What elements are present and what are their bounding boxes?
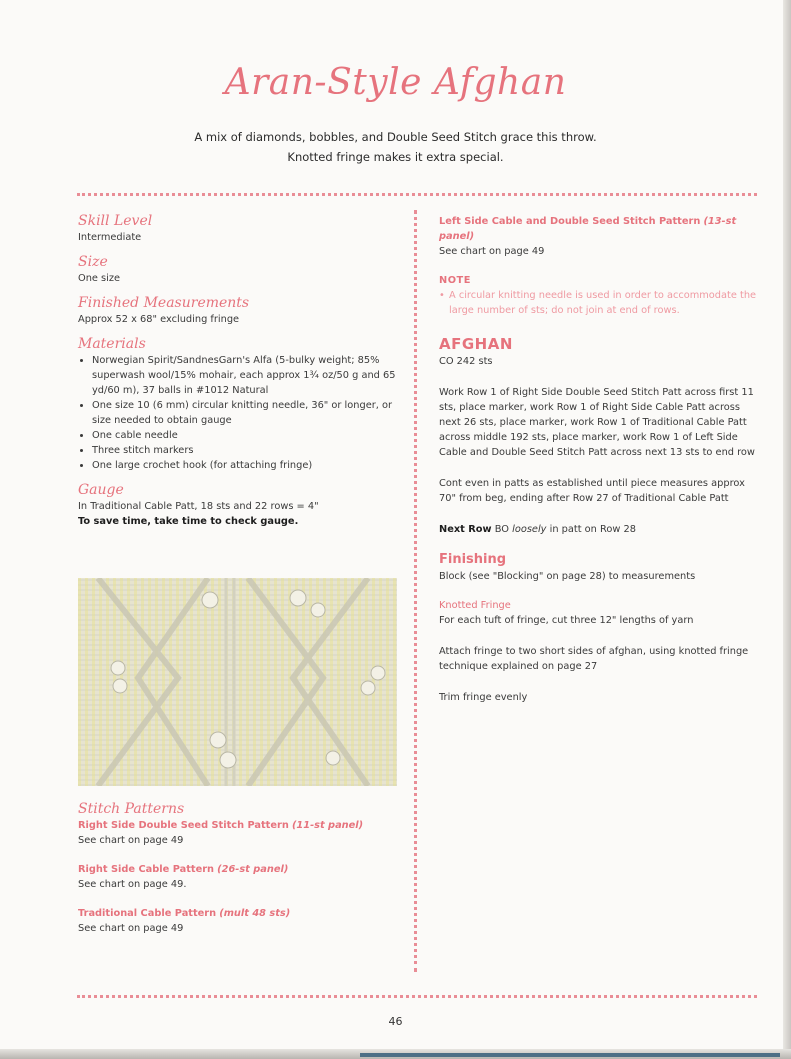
materials-item: • One cable needle (92, 428, 396, 443)
materials-item: • One size 10 (6 mm) circular knitting needle, 36" or longer, or size needed to obtain gauge (92, 398, 396, 428)
pattern-entry (78, 906, 396, 936)
materials-heading: Materials (78, 336, 146, 352)
bobble (111, 661, 125, 675)
afghan-cast-on: CO 242 sts (439, 356, 493, 367)
size-value: One size (78, 273, 121, 284)
pattern-name: Traditional Cable Pattern (78, 908, 217, 919)
measurements-value: Approx 52 x 68" excluding fringe (78, 314, 240, 325)
instructions-para-2: Cont even in patts as established until piece measures approx 70" from beg, ending after Row 27 of Traditional Cable Patt (439, 478, 745, 504)
knitted-swatch-photo (78, 578, 397, 786)
bobble (371, 666, 385, 680)
page-edge-strip (360, 1053, 780, 1057)
divider-top (77, 193, 757, 196)
gauge-check: To save time, take time to check gauge. (78, 516, 299, 527)
note-box (439, 273, 757, 318)
materials-item: • Three stitch markers (92, 443, 396, 458)
note-item (439, 288, 757, 318)
pattern-note: (mult 48 sts) (219, 908, 291, 919)
page-title: Aran-Style Afghan (224, 62, 567, 103)
pattern-name: Right Side Cable Pattern (78, 864, 215, 875)
pattern-note: (26-st panel) (217, 864, 289, 875)
materials-list (78, 353, 396, 473)
next-row-rest: in patt on Row 28 (549, 524, 636, 535)
next-row (439, 522, 757, 537)
bobble (361, 681, 375, 695)
gauge-value: In Traditional Cable Patt, 18 sts and 22 rows = 4" (78, 501, 319, 512)
pattern-entry (78, 862, 396, 892)
afghan-heading: AFGHAN (439, 335, 513, 353)
left-cable-ref: See chart on page 49 (439, 246, 545, 257)
bobble (290, 590, 306, 606)
next-row-label: Next Row (439, 524, 492, 535)
fringe-heading: Knotted Fringe (439, 600, 511, 611)
page-number: 46 (388, 1015, 403, 1028)
note-text: A circular knitting needle is used in order to accommodate the large number of sts; do not join at end of rows. (449, 290, 757, 316)
bobble (202, 592, 218, 608)
subtitle (0, 127, 791, 167)
note-bullet: • (439, 290, 445, 301)
size-heading: Size (78, 254, 108, 270)
note-heading: NOTE (439, 275, 471, 286)
stitch-patterns-section (78, 800, 396, 936)
measurements-heading: Finished Measurements (78, 295, 250, 311)
next-row-loosely: loosely (512, 524, 547, 535)
subtitle-line-2: Knotted fringe makes it extra special. (287, 150, 504, 164)
stitch-patterns-heading: Stitch Patterns (78, 801, 185, 817)
right-column (439, 214, 757, 705)
divider-vertical (414, 210, 417, 972)
pattern-ref: See chart on page 49 (78, 835, 184, 846)
left-column (78, 212, 396, 537)
finishing-text: Block (see "Blocking" on page 28) to measurements (439, 571, 696, 582)
next-row-bo: BO (494, 524, 509, 535)
materials-item: • Norwegian Spirit/SandnesGarn's Alfa (5-bulky weight; 85% superwash wool/15% mohair, each approx 1¾ oz/50 g and 65 yd/60 m), 37 balls in #1012 Natural (92, 353, 396, 398)
swatch-illustration (78, 578, 397, 786)
pattern-entry (78, 818, 396, 848)
pattern-ref: See chart on page 49 (78, 923, 184, 934)
instructions-para-1: Work Row 1 of Right Side Double Seed Stitch Patt across first 11 sts, place marker, work Row 1 of Right Side Cable Patt across next 26 sts, place marker, work Row 1 of Traditional Cable Patt across middle 192 sts, place marker, work Row 1 of Left Side Cable and Double Seed Stitch Patt across next 13 sts to end row (439, 387, 755, 458)
pattern-ref: See chart on page 49. (78, 879, 187, 890)
bobble (220, 752, 236, 768)
subtitle-line-1: A mix of diamonds, bobbles, and Double Seed Stitch grace this throw. (194, 130, 597, 144)
skill-value: Intermediate (78, 232, 142, 243)
pattern-note: (11-st panel) (291, 820, 364, 831)
gauge-heading: Gauge (78, 482, 124, 498)
fringe-text: For each tuft of fringe, cut three 12" lengths of yarn (439, 615, 694, 626)
trim-fringe-text: Trim fringe evenly (439, 692, 528, 703)
left-cable-note: (13-st panel) (439, 216, 737, 242)
finishing-heading: Finishing (439, 552, 507, 567)
left-cable-entry (439, 214, 757, 259)
materials-item: • One large crochet hook (for attaching fringe) (92, 458, 396, 473)
left-cable-name: Left Side Cable and Double Seed Stitch Pattern (439, 216, 701, 227)
skill-heading: Skill Level (78, 213, 153, 229)
pattern-name: Right Side Double Seed Stitch Pattern (78, 820, 289, 831)
attach-fringe-text: Attach fringe to two short sides of afghan, using knotted fringe technique explained on page 27 (439, 646, 749, 672)
bobble (113, 679, 127, 693)
bobble (326, 751, 340, 765)
divider-bottom (77, 995, 757, 998)
bobble (210, 732, 226, 748)
bobble (311, 603, 325, 617)
